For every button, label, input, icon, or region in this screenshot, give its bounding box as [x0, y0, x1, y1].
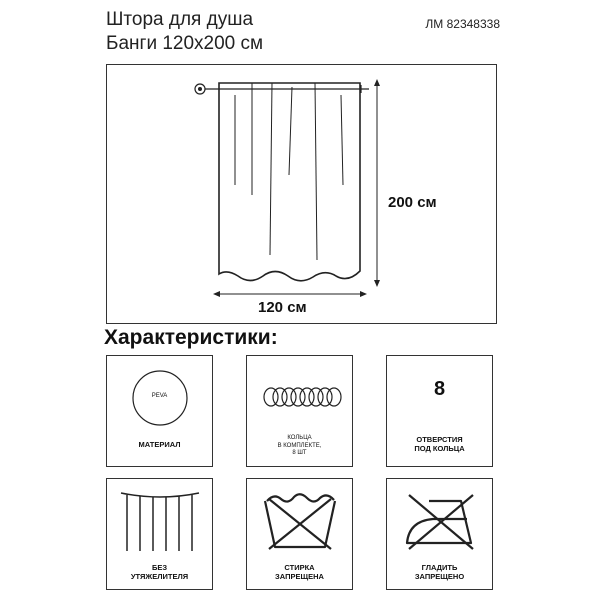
no-iron-label: ГЛАДИТЬ ЗАПРЕЩЕНО [414, 563, 465, 581]
section-title: Характеристики: [104, 326, 278, 349]
curtain-fold [341, 95, 343, 185]
card-no-weights [106, 478, 213, 590]
rings-label: КОЛЬЦА В КОМПЛЕКТЕ, 8 ШТ [277, 435, 322, 456]
material-circle-icon [107, 356, 214, 468]
curtain-fold [270, 83, 272, 255]
card-rings [246, 355, 353, 467]
card-material [106, 355, 213, 467]
no-weights-label: БЕЗ УТЯЖЕЛИТЕЛЯ [130, 563, 189, 581]
curtain-diagram-frame [106, 64, 497, 324]
holes-count: 8 [433, 378, 446, 400]
material-label: МАТЕРИАЛ [138, 440, 181, 449]
material-badge: PEVA [151, 393, 168, 399]
card-holes [386, 355, 493, 467]
product-title-line1: Штора для душа [106, 9, 254, 30]
holes-label: ОТВЕРСТИЯ ПОД КОЛЬЦА [414, 435, 465, 453]
curtain-diagram [107, 65, 498, 325]
no-wash-label: СТИРКА ЗАПРЕЩЕНА [275, 563, 324, 581]
product-sku: ЛМ 82348338 [425, 17, 500, 31]
curtain-fold [315, 83, 317, 260]
curtain-fold [289, 87, 292, 175]
width-label: 120 см [258, 299, 307, 316]
card-no-wash [246, 478, 353, 590]
curtain-outline [219, 83, 360, 281]
card-no-iron [386, 478, 493, 590]
product-title-line2: Банги 120х200 см [106, 33, 264, 54]
height-label: 200 см [388, 194, 437, 211]
